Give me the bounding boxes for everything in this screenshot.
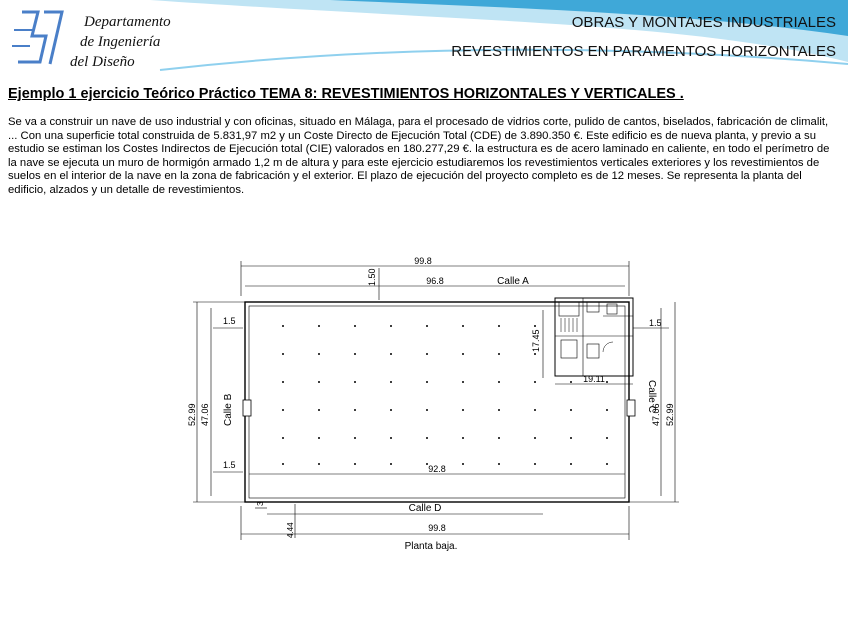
dim-right-inner: 47.06 (651, 403, 661, 426)
exercise-heading: Ejemplo 1 ejercicio Teórico Práctico TEMA 8: REVESTIMIENTOS HORIZONTALES Y VERTICALES . (8, 86, 684, 102)
dim-bottom-outer: 99.8 (428, 523, 446, 533)
dim-right-outer: 52.99 (665, 403, 675, 426)
logo-line-2: de Ingeniería (80, 34, 161, 50)
dim-left-outer: 52.99 (187, 403, 197, 426)
floor-plan (183, 256, 686, 553)
street-label-a: Calle A (497, 276, 529, 287)
plan-caption: Planta baja. (404, 541, 458, 552)
header-title-1: OBRAS Y MONTAJES INDUSTRIALES (571, 14, 836, 31)
dim-top-inner: 96.8 (426, 276, 444, 286)
dim-right-15: 1.5 (649, 318, 662, 328)
street-label-b: Calle B (223, 393, 234, 426)
dim-top-outer: 99.8 (414, 256, 432, 266)
dim-bottom-inner: 92.8 (428, 464, 446, 474)
dim-office-height: 17.45 (531, 329, 541, 352)
department-logo (8, 6, 198, 72)
exercise-description: Se va a construir un nave de uso industrial y con oficinas, situado en Málaga, para el procesado de vidrios corte, pulido de cantos, biselados, fabricación de climalit, ... Con una superficie total construida de 5.831,97 m2 y un Coste Directo de Ejecución Total (CDE) de 3.890.350 €. Este edificio es de nueva planta, y previo a su estudio se estiman los Costes Indirectos de Ejecución total (CIE) valorados en 180.277,29 €. la estructura es de acero laminado en caliente, en todo el perímetro de la nave se ejecuta un muro de hormigón armado 1,2 m de altura y para este ejercicio estudiaremos los revestimientos verticales exteriores y los revestimientos de suelos en el interior de la nave en la zona de fabricación y el exterior. El plazo de ejecución del proyecto completo es de 12 meses. Se representa la planta del edificio, alzados y un detalle de revestimientos. (8, 116, 830, 196)
logo-line-1: Departamento (84, 14, 171, 30)
department-logo-mark (8, 6, 78, 72)
dim-office-width: 19.11 (583, 374, 605, 384)
dim-bottom-3: 3 (256, 501, 265, 506)
header-title-2: REVESTIMIENTOS EN PARAMENTOS HORIZONTALES (451, 43, 836, 60)
dim-bottom-444: 4.44 (286, 522, 295, 538)
dim-left-top-15: 1.5 (223, 316, 236, 326)
dim-vertical-150: 1.50 (367, 268, 377, 286)
street-label-c: Calle C (646, 380, 657, 413)
dim-left-bottom-15: 1.5 (223, 460, 236, 470)
dim-left-inner: 47.06 (200, 403, 210, 426)
logo-line-3: del Diseño (70, 54, 135, 70)
street-label-d: Calle D (408, 503, 442, 514)
